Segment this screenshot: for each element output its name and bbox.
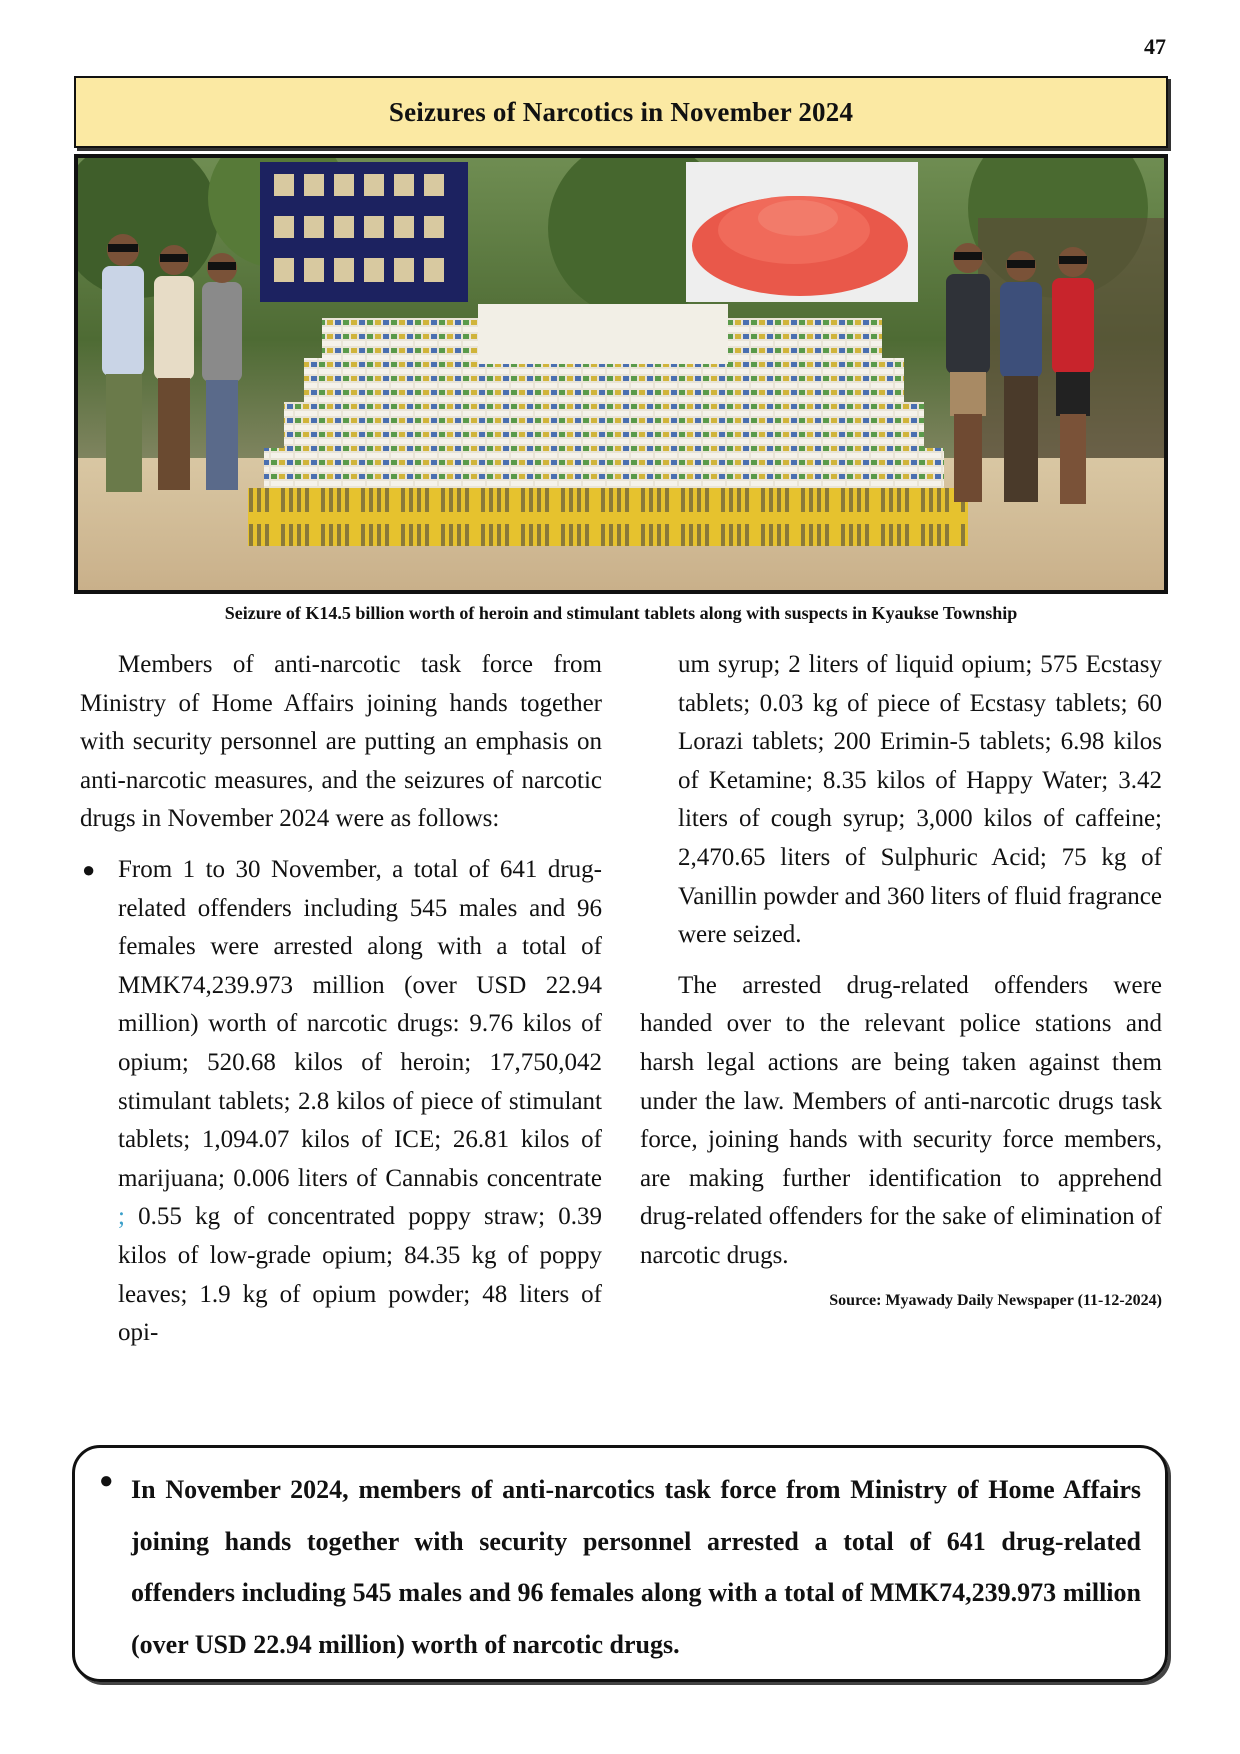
left-column	[80, 646, 602, 1353]
photo-caption: Seizure of K14.5 billion worth of heroin and stimulant tablets along with suspects in Kyaukse Township	[224, 603, 1018, 623]
summary-bullet-icon: ●	[99, 1468, 114, 1494]
bullet-continuation: um syrup; 2 liters of liquid opium; 575 Ecstasy tablets; 0.03 kg of piece of Ecstasy tablets; 60 Lorazi tablets; 200 Erimin-5 tablets; 6.98 kilos of Ketamine; 8.35 kilos of Happy Water; 3.42 liters of cough syrup; 3,000 kilos of caffeine; 2,470.65 liters of Sulphuric Acid; 75 kg of Vanillin powder and 360 liters of fluid fragrance were seized.	[678, 651, 1162, 949]
intro-paragraph: Members of anti-narcotic task force from Ministry of Home Affairs joining hands together with security personnel are putting an emphasis on anti-narcotic measures, and the seizures of narcotic drugs in November 2024 were as follows:	[80, 651, 602, 833]
seizure-photo	[74, 154, 1168, 594]
summary-text: In November 2024, members of anti-narcotics task force from Ministry of Home Affairs joining hands together with security personnel arrested a total of 641 drug-related offenders including 545 males and 96 females along with a total of MMK74,239.973 million (over USD 22.94 million) worth of narcotic drugs.	[131, 1475, 1141, 1659]
bullet-icon: ●	[82, 856, 96, 882]
source-citation: Source: Myawady Daily Newspaper (11-12-2024)	[829, 1291, 1162, 1309]
summary-box	[72, 1445, 1168, 1682]
page-title: Seizures of Narcotics in November 2024	[388, 96, 854, 127]
seizure-details-bullet	[80, 851, 602, 1353]
page-number: 47	[1144, 34, 1166, 59]
bullet-semicolon: ;	[118, 1203, 125, 1231]
title-banner	[74, 76, 1168, 148]
right-column	[640, 646, 1162, 1312]
bullet-text-part2: 0.55 kg of concentrated poppy straw; 0.39 kilos of low-grade opium; 84.35 kg of poppy leaves; 1.9 kg of opium powder; 48 liters of opi-	[118, 1203, 602, 1347]
seizure-photo-illustration	[78, 158, 1164, 590]
closing-paragraph: The arrested drug-related offenders were handed over to the relevant police stations and harsh legal actions are being taken against them under the law. Members of anti-narcotic drugs task force, joining hands with security force members, are making further identification to apprehend drug-related offenders for the sake of elimination of narcotic drugs.	[640, 971, 1162, 1269]
bullet-text-part1: From 1 to 30 November, a total of 641 drug-related offenders including 545 males and 96 females were arrested along with a total of MMK74,239.973 million (over USD 22.94 million) worth of narcotic drugs: 9.76 kilos of opium; 520.68 kilos of heroin; 17,750,042 stimulant tablets; 2.8 kilos of piece of stimulant tablets; 1,094.07 kilos of ICE; 26.81 kilos of marijuana; 0.006 liters of Cannabis concentrate	[118, 855, 602, 1192]
